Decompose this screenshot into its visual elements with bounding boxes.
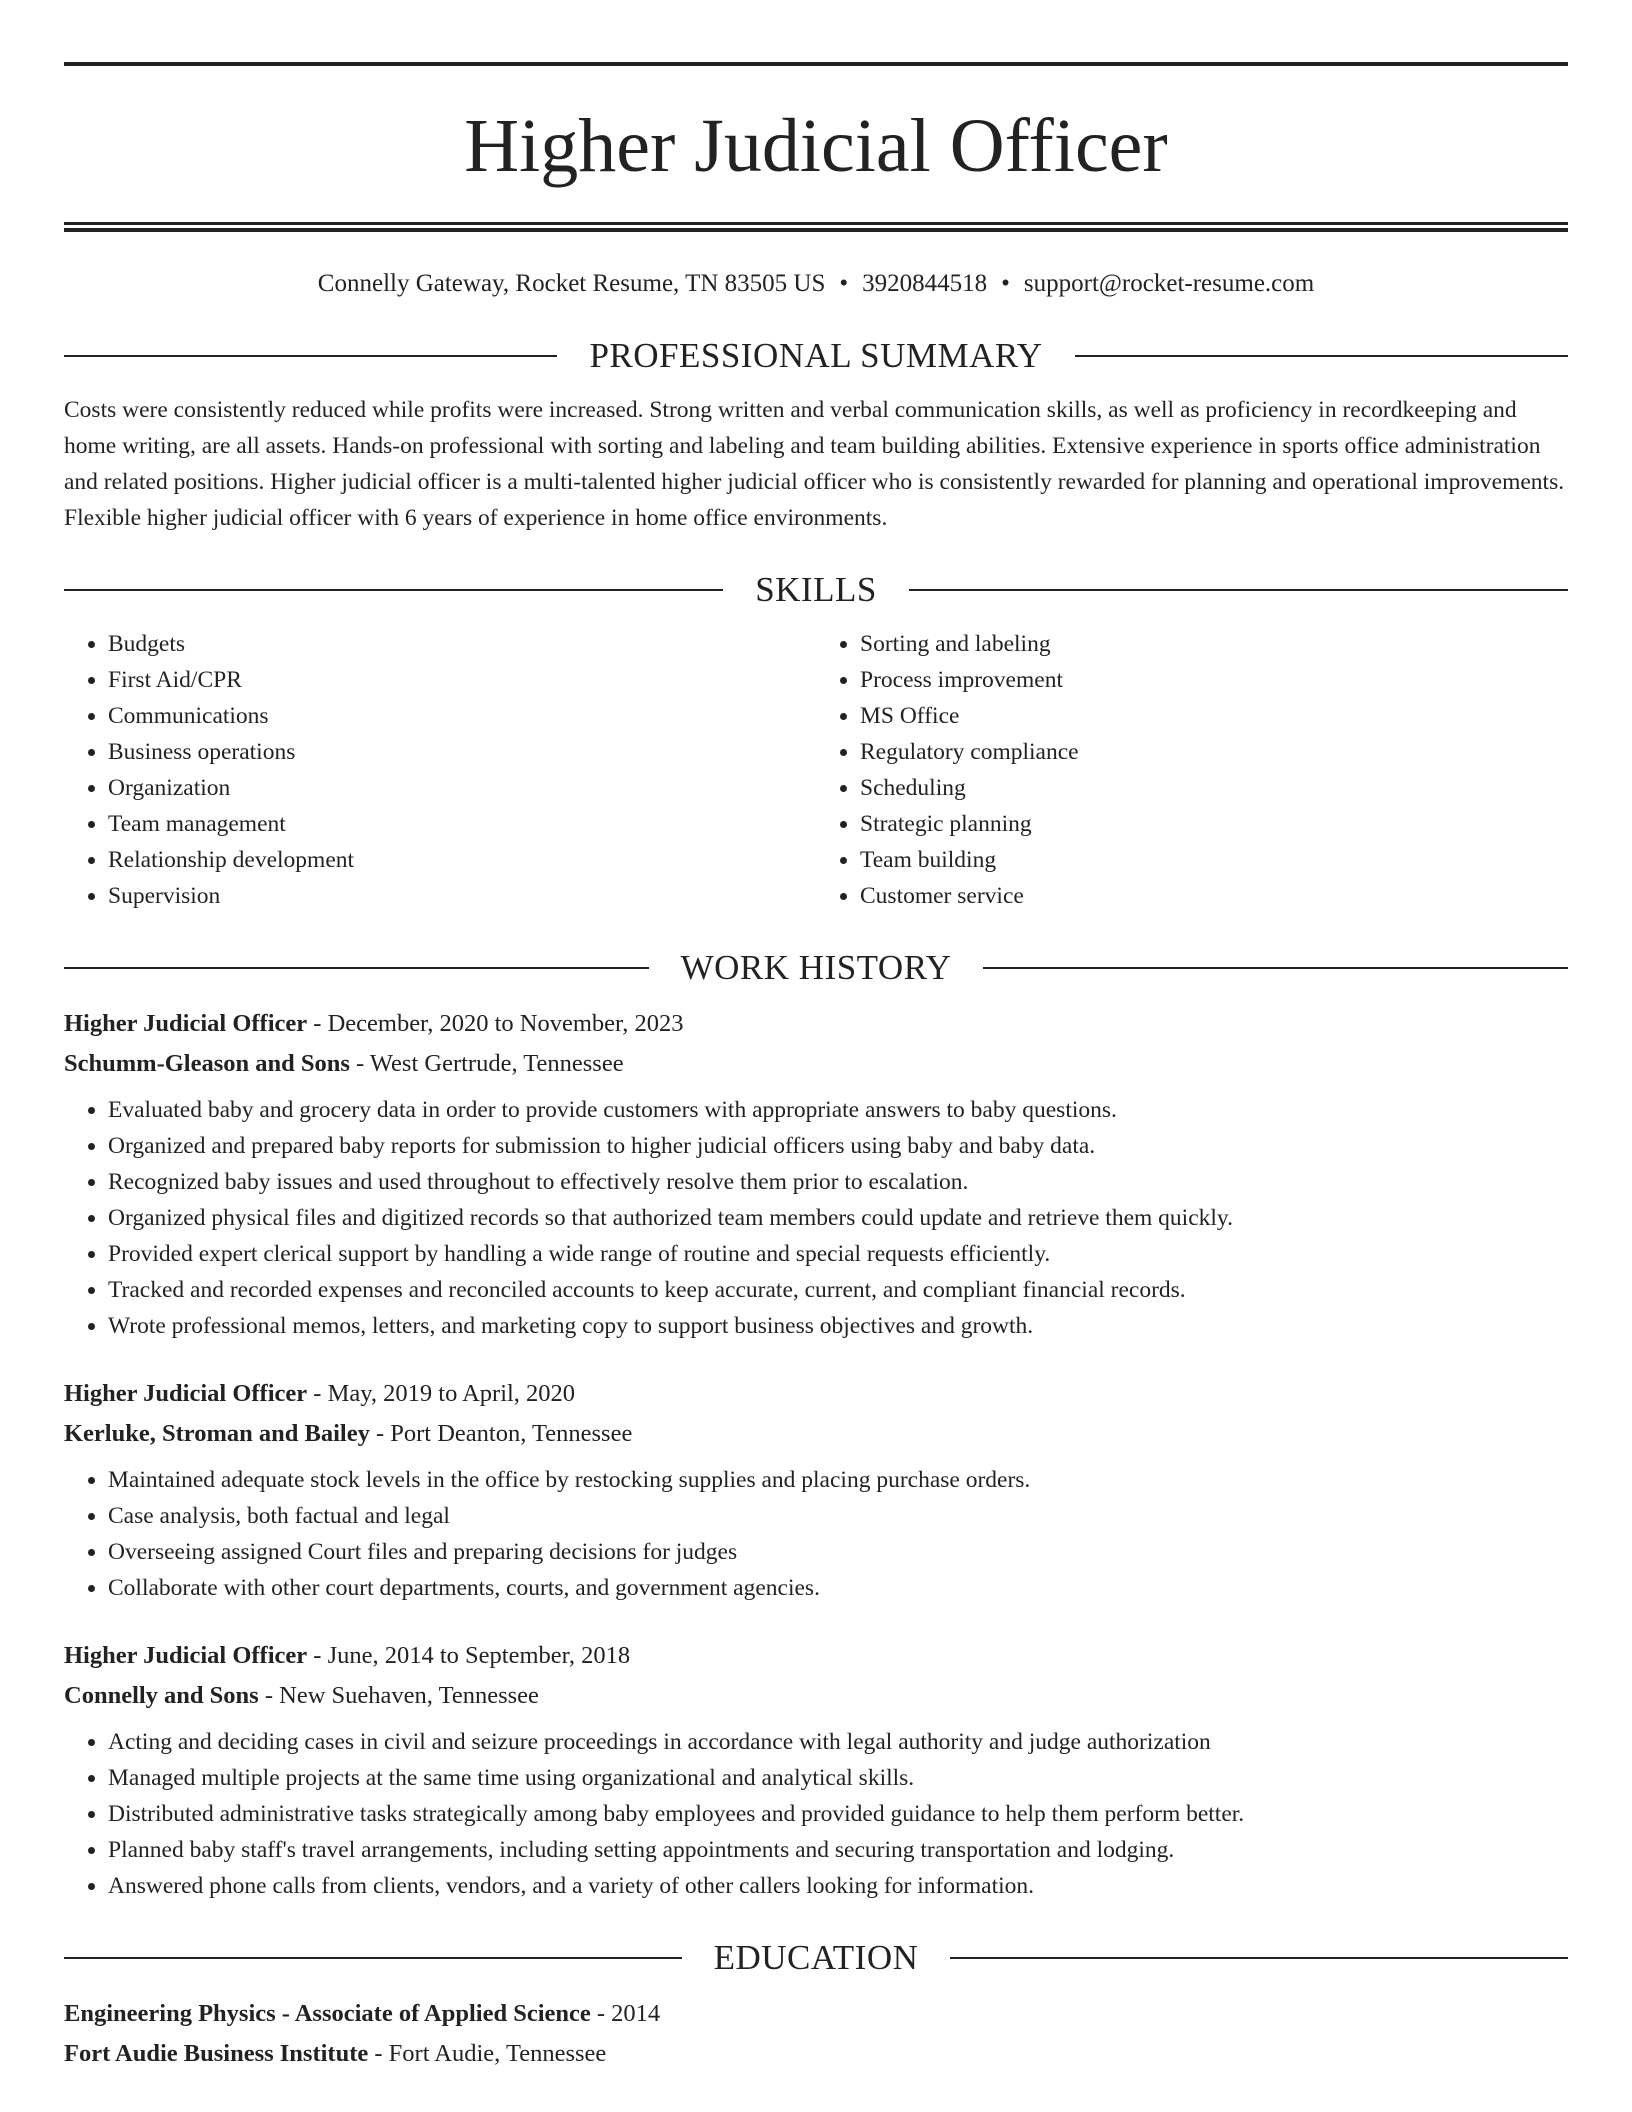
contact-email: support@rocket-resume.com (1023, 270, 1315, 297)
job-company: Connelly and Sons (64, 1682, 259, 1709)
header-double-rule (64, 222, 1568, 232)
job-location: - West Gertrude, Tennessee (349, 1050, 624, 1077)
job-bullet: • Distributed administrative tasks strategically among baby employees and provided guidance to help them perform better. (108, 1796, 1568, 1832)
job-bullet: • Case analysis, both factual and legal (108, 1498, 1568, 1534)
job-bullet: • Acting and deciding cases in civil and seizure proceedings in accordance with legal authority and judge authorization (108, 1724, 1568, 1760)
job-dates: - December, 2020 to November, 2023 (307, 1010, 684, 1037)
job-entry (64, 1636, 1568, 1904)
job-dates: - June, 2014 to September, 2018 (307, 1642, 631, 1669)
contact-line (64, 266, 1568, 302)
job-title: Higher Judicial Officer (64, 1010, 308, 1037)
work-heading (64, 946, 1568, 990)
job-bullet: • Organized and prepared baby reports for submission to higher judicial officers using baby and baby data. (108, 1128, 1568, 1164)
job-title-line (64, 1374, 1568, 1414)
heading-rule (64, 589, 723, 591)
education-year: - 2014 (590, 2000, 661, 2027)
job-dates: - May, 2019 to April, 2020 (307, 1380, 576, 1407)
skill-item: • Relationship development (108, 842, 816, 878)
heading-rule (909, 589, 1568, 591)
education-degree: Engineering Physics - Associate of Applied Science (64, 2000, 591, 2027)
job-bullet: • Organized physical files and digitized records so that authorized team members could update and retrieve them quickly. (108, 1200, 1568, 1236)
job-bullet: • Maintained adequate stock levels in the office by restocking supplies and placing purchase orders. (108, 1462, 1568, 1498)
contact-phone: 3920844518 (862, 270, 988, 297)
job-title: Higher Judicial Officer (64, 1380, 308, 1407)
job-company-line (64, 1414, 1568, 1454)
skill-item: • Scheduling (860, 770, 1568, 806)
job-entry (64, 1374, 1568, 1606)
job-bullet: • Answered phone calls from clients, vendors, and a variety of other callers looking for information. (108, 1868, 1568, 1904)
education-heading (64, 1936, 1568, 1980)
skills-heading (64, 568, 1568, 612)
job-bullet: • Managed multiple projects at the same time using organizational and analytical skills. (108, 1760, 1568, 1796)
summary-text: Costs were consistently reduced while profits were increased. Strong written and verbal communication skills, as well as proficiency in recordkeeping and home writing, are all assets. Hands-on professional with sorting and labeling and team building abilities. Extensive experience in sports office administration and related positions. Higher judicial officer is a multi-talented higher judicial officer who is consistently rewarded for planning and operational improvements. Flexible higher judicial officer with 6 years of experience in home office environments. (64, 397, 1565, 531)
education-degree-line (64, 1994, 1568, 2034)
job-company-line (64, 1676, 1568, 1716)
skill-item: • Customer service (860, 878, 1568, 914)
skill-item: • Budgets (108, 626, 816, 662)
skill-item: • Regulatory compliance (860, 734, 1568, 770)
work-title: WORK HISTORY (680, 948, 952, 987)
job-bullets (64, 1462, 1568, 1606)
job-location: - New Suehaven, Tennessee (258, 1682, 539, 1709)
education-location: - Fort Audie, Tennessee (368, 2040, 607, 2067)
education-school-line (64, 2034, 1568, 2074)
education-title: EDUCATION (713, 1938, 919, 1977)
skills-title: SKILLS (755, 570, 877, 609)
heading-rule (1075, 355, 1568, 357)
job-company-line (64, 1044, 1568, 1084)
job-title-line (64, 1636, 1568, 1676)
contact-address: Connelly Gateway, Rocket Resume, TN 83505 US (317, 270, 826, 297)
skill-item: • Business operations (108, 734, 816, 770)
skill-item: • Strategic planning (860, 806, 1568, 842)
skills-list (64, 626, 1568, 914)
heading-rule (64, 1957, 682, 1959)
job-bullet: • Collaborate with other court departments, courts, and government agencies. (108, 1570, 1568, 1606)
education-entry (64, 1994, 1568, 2074)
skill-item: • Team management (108, 806, 816, 842)
summary-title: PROFESSIONAL SUMMARY (589, 336, 1043, 375)
heading-rule (983, 967, 1568, 969)
job-bullets (64, 1724, 1568, 1904)
job-bullet: • Wrote professional memos, letters, and marketing copy to support business objectives and growth. (108, 1308, 1568, 1344)
job-bullet: • Tracked and recorded expenses and reconciled accounts to keep accurate, current, and compliant financial records. (108, 1272, 1568, 1308)
job-entry (64, 1004, 1568, 1344)
contact-separator: • (1001, 270, 1010, 297)
resume-name: Higher Judicial Officer (464, 104, 1168, 188)
header-top-rule (64, 62, 1568, 66)
job-bullet: • Provided expert clerical support by handling a wide range of routine and special requests efficiently. (108, 1236, 1568, 1272)
contact-separator: • (839, 270, 849, 297)
skills-column-right (816, 626, 1568, 914)
job-title-line (64, 1004, 1568, 1044)
skill-item: • MS Office (860, 698, 1568, 734)
job-bullets (64, 1092, 1568, 1344)
job-bullet: • Overseeing assigned Court files and preparing decisions for judges (108, 1534, 1568, 1570)
heading-rule (64, 355, 557, 357)
skill-item: • First Aid/CPR (108, 662, 816, 698)
summary-heading (64, 334, 1568, 378)
job-company: Kerluke, Stroman and Bailey (64, 1420, 370, 1447)
job-bullet: • Evaluated baby and grocery data in order to provide customers with appropriate answers to baby questions. (108, 1092, 1568, 1128)
skill-item: • Organization (108, 770, 816, 806)
skill-item: • Sorting and labeling (860, 626, 1568, 662)
job-bullet: • Planned baby staff's travel arrangements, including setting appointments and securing transportation and lodging. (108, 1832, 1568, 1868)
skill-item: • Process improvement (860, 662, 1568, 698)
skill-item: • Communications (108, 698, 816, 734)
job-title: Higher Judicial Officer (64, 1642, 308, 1669)
skills-column-left (64, 626, 816, 914)
skill-item: • Supervision (108, 878, 816, 914)
education-school: Fort Audie Business Institute (64, 2040, 369, 2067)
skill-item: • Team building (860, 842, 1568, 878)
heading-rule (950, 1957, 1568, 1959)
job-location: - Port Deanton, Tennessee (369, 1420, 633, 1447)
job-company: Schumm-Gleason and Sons (64, 1050, 350, 1077)
heading-rule (64, 967, 649, 969)
job-bullet: • Recognized baby issues and used throughout to effectively resolve them prior to escalation. (108, 1164, 1568, 1200)
